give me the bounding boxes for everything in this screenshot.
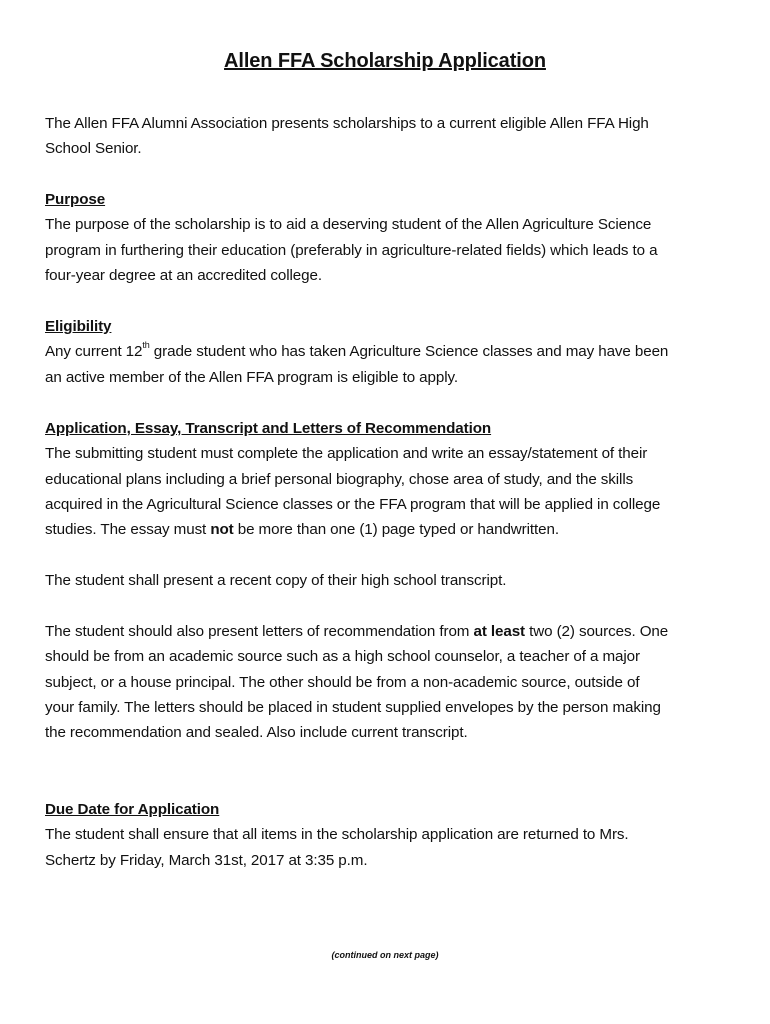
recommendation-line: [45, 619, 735, 644]
eligibility-text: grade student who has taken Agriculture Science classes and may have been: [149, 343, 669, 361]
purpose-section: [45, 187, 735, 288]
application-section: [45, 416, 735, 542]
emphasis-text: at least: [473, 623, 526, 640]
application-heading: Application, Essay, Transcript and Letters of Recommendation: [45, 420, 492, 437]
continued-note: (continued on next page): [331, 950, 439, 960]
application-text: studies. The essay must: [45, 521, 211, 539]
transcript-line: The student shall present a recent copy of their high school transcript.: [45, 572, 507, 589]
page-title: Allen FFA Scholarship Application: [224, 50, 546, 72]
recommendation-text: two (2) sources. One: [525, 623, 669, 640]
intro-line: School Senior.: [45, 140, 142, 158]
intro-paragraph: [45, 111, 735, 162]
recommendation-line: should be from an academic source such as a high school counselor, a teacher of a major: [45, 648, 640, 666]
eligibility-line: [45, 339, 735, 364]
application-line: The submitting student must complete the application and write an essay/statement of their: [45, 445, 648, 463]
purpose-heading: Purpose: [45, 191, 106, 208]
application-line: [45, 517, 735, 542]
emphasis-text: not: [210, 521, 234, 539]
application-line: educational plans including a brief personal biography, chose area of study, and the skills: [45, 470, 634, 488]
eligibility-heading: Eligibility: [45, 318, 112, 335]
ordinal-suffix: th: [142, 340, 150, 351]
transcript-paragraph: [45, 568, 735, 593]
due-date-heading: Due Date for Application: [45, 801, 220, 818]
due-date-section: [45, 797, 735, 873]
due-date-line: The student shall ensure that all items in the scholarship application are returned to Mrs.: [45, 826, 629, 844]
recommendation-text: The student should also present letters of recommendation from: [45, 623, 474, 640]
eligibility-section: [45, 314, 735, 390]
recommendation-line: your family. The letters should be placed in student supplied envelopes by the person making: [45, 698, 661, 716]
application-text: be more than one (1) page typed or handwritten.: [233, 521, 559, 539]
eligibility-text: Any current 12: [45, 343, 143, 361]
recommendation-line: subject, or a house principal. The other should be from a non-academic source, outside of: [45, 673, 640, 691]
recommendation-paragraph: [45, 619, 735, 745]
eligibility-line: an active member of the Allen FFA program is eligible to apply.: [45, 368, 458, 386]
purpose-line: program in furthering their education (preferably in agriculture-related fields) which leads to a: [45, 241, 658, 259]
purpose-line: The purpose of the scholarship is to aid a deserving student of the Allen Agriculture Science: [45, 216, 652, 234]
due-date-line: Schertz by Friday, March 31st, 2017 at 3:35 p.m.: [45, 851, 368, 869]
recommendation-line: the recommendation and sealed. Also include current transcript.: [45, 724, 468, 742]
purpose-line: four-year degree at an accredited college.: [45, 266, 322, 284]
application-line: acquired in the Agricultural Science classes or the FFA program that will be applied in college: [45, 495, 661, 513]
intro-line: The Allen FFA Alumni Association presents scholarships to a current eligible Allen FFA High: [45, 115, 649, 132]
